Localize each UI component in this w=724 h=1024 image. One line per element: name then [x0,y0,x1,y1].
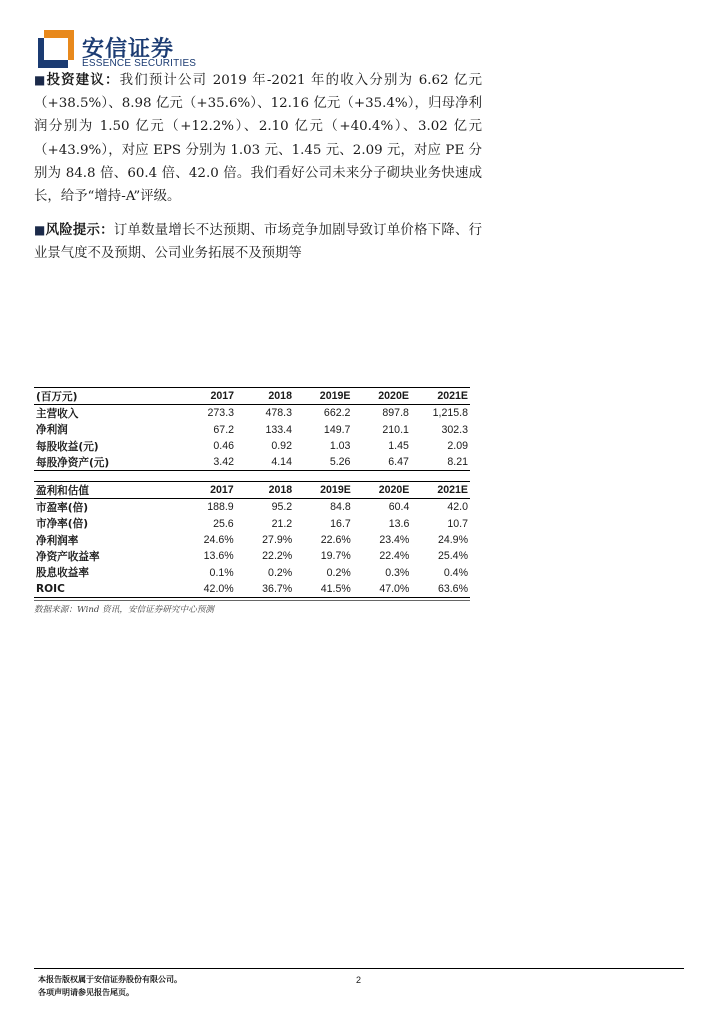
row-label: 净资产收益率 [36,550,100,563]
table-cell: 22.4% [379,550,410,563]
row-label: 市净率(倍) [36,518,89,531]
risk-warning-paragraph [34,219,482,265]
table-cell: 36.7% [236,581,295,598]
investment-advice-paragraph [34,69,482,208]
table-cell: 63.6% [411,581,470,598]
risk-warning-text: 订单数量增长不达预期、市场竞争加剧导致订单价格下降、行业景气度不及预期、公司业务拓展不及预期等 [34,223,482,262]
table-row [34,499,470,516]
table-cell: 95.2 [271,501,293,514]
company-logo [38,30,238,72]
row-label: 净利润率 [36,534,79,547]
table-row [34,405,470,422]
table-cell: 10.7 [447,517,468,530]
table-cell: 273.3 [207,407,235,420]
table-cell: 24.6% [203,534,234,547]
valuation-table [34,481,470,598]
table-cell: 188.9 [207,501,234,514]
table-header-row [34,482,470,499]
page-number: 2 [356,975,362,985]
financial-summary-table [34,387,470,471]
table-cell: 25.6 [213,517,234,530]
table-cell: 23.4% [379,534,410,547]
investment-advice-text: 我们预计公司 2019 年-2021 年的收入分别为 6.62 亿元（+38.5%）、8.98 亿元（+35.6%）、12.16 亿元（+35.4%），归母净利润分别为 1.50 亿元（+12.2%）、2.10 亿元（+40.4%）、3.02 亿元（+43.9%），对应 EPS 分别为 1.03 元、1.45 元、2.09 元，对应 PE 分别为 84.8 倍、60.4 倍、42.0 倍。我们看好公司未来分子砌块业务快速成长，给予“增持-A”评级。 [34,73,482,205]
table-cell: 8.21 [411,454,470,471]
investment-advice-label: 投资建议： [46,72,120,88]
table-cell: 60.4 [388,501,410,514]
table-cell: 133.4 [265,423,292,436]
table-cell: 6.47 [352,454,410,471]
essence-logo-icon [38,30,74,68]
table-header-cell: 2017 [178,388,236,405]
table-cell: 0.4% [443,566,468,579]
table-cell: 4.14 [236,454,294,471]
table-cell: 302.3 [441,423,468,436]
table-header-cell: 2018 [236,482,295,499]
table-cell: 149.7 [323,423,351,436]
table-row [34,454,470,471]
table-cell: 13.6 [388,517,410,530]
row-label: 市盈率(倍) [36,501,89,514]
table-header-cell: (百万元) [34,388,178,405]
footer-notice: 各项声明请参见报告尾页。 [38,988,134,997]
footer-disclaimer [38,973,182,999]
table-cell: 13.6% [203,550,234,563]
table-cell: 2.09 [447,440,468,453]
table-header-row [34,388,470,405]
row-label: 每股净资产(元) [34,454,178,471]
table-row [34,532,470,548]
table-cell: 67.2 [213,423,235,436]
bullet-square-icon: ■ [34,73,47,87]
table-row [34,516,470,532]
table-cell: 21.2 [271,517,293,530]
footer-divider [34,968,684,969]
table-header-cell: 2018 [236,388,294,405]
table-cell: 27.9% [262,534,293,547]
table-cell: 1,215.8 [432,407,468,420]
table-header-cell: 2017 [177,482,236,499]
table-header-cell: 2021E [411,388,470,405]
table-cell: 22.6% [320,534,351,547]
row-label: ROIC [34,581,177,598]
table-header-cell: 2019E [294,388,352,405]
table-cell: 24.9% [437,534,468,547]
row-label: 每股收益(元) [36,440,99,453]
table-cell: 16.7 [330,517,351,530]
table-cell: 1.03 [329,440,351,453]
table-cell: 5.26 [294,454,352,471]
table-cell: 662.2 [323,407,351,420]
table-row [34,548,470,564]
table-header-cell: 2021E [411,482,470,499]
table-cell: 0.2% [326,566,351,579]
row-label: 股息收益率 [36,567,89,580]
table-cell: 1.45 [388,440,409,453]
table-row [34,564,470,580]
table-cell: 210.1 [382,423,409,436]
table-cell: 42.0% [177,581,236,598]
table-header-cell: 2020E [353,482,412,499]
table-cell: 42.0 [447,501,468,514]
bullet-square-icon: ■ [34,223,46,237]
row-label: 主营收入 [36,407,79,420]
table-cell: 0.3% [385,566,410,579]
table-cell: 0.92 [271,440,292,453]
table-cell: 0.2% [268,566,293,579]
table-header-cell: 2019E [294,482,353,499]
table-cell: 47.0% [353,581,412,598]
table-cell: 478.3 [265,407,292,420]
table-cell: 25.4% [437,550,468,563]
table-row [34,422,470,438]
table-cell: 22.2% [262,550,293,563]
table-cell: 41.5% [294,581,353,598]
table-header-cell: 2020E [352,388,410,405]
brand-name-cn: 安信证券 [82,37,175,62]
data-source-note: 数据来源：Wind 资讯，安信证券研究中心预测 [34,600,470,615]
table-cell: 84.8 [330,501,351,514]
table-cell: 3.42 [178,454,236,471]
brand-name-en: ESSENCE SECURITIES [82,58,197,69]
row-label: 净利润 [36,424,68,437]
table-header-cell: 盈利和估值 [34,482,177,499]
table-cell: 0.46 [213,440,235,453]
table-cell: 897.8 [382,407,409,420]
table-row [34,581,470,598]
table-cell: 0.1% [209,566,234,579]
table-row [34,438,470,454]
footer-copyright: 本报告版权属于安信证券股份有限公司。 [38,975,182,984]
risk-warning-label: 风险提示： [45,222,114,238]
table-cell: 19.7% [320,550,351,563]
